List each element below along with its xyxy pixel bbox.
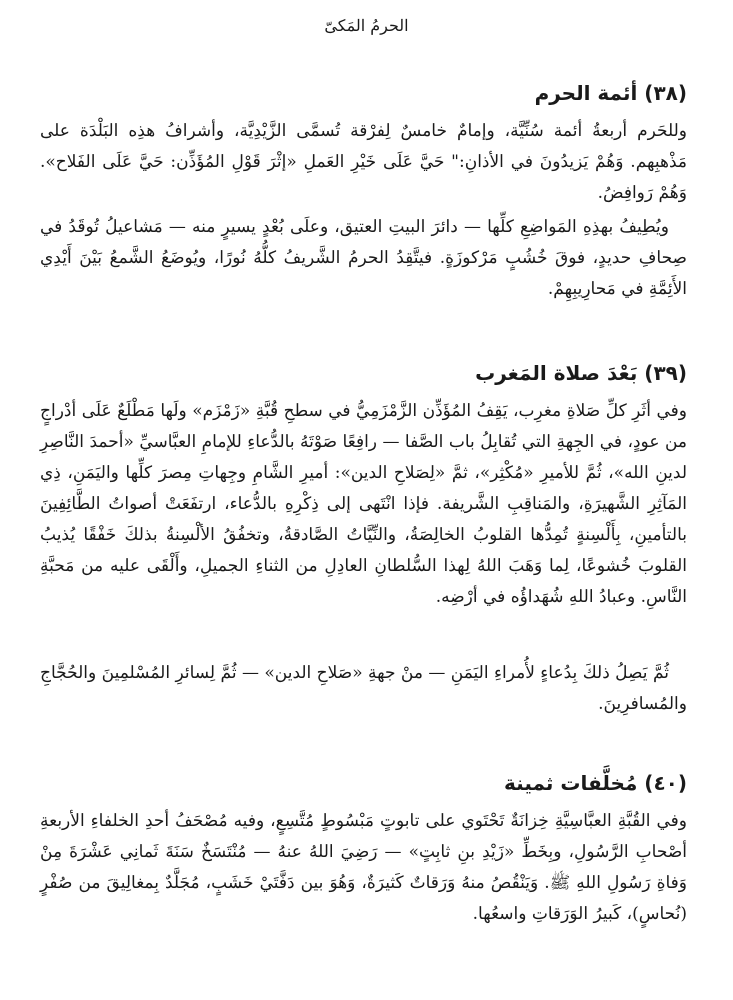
section-title-40: (٤٠) مُخلَّفات ثمينة [504,771,687,795]
paragraph: وللحَرم أربعةُ أئمة سُنِّيَّة، وإمامٌ خامسٌ لِفرْقة تُسمَّى الزَّيْدِيَّة، وأشرافُ هذِه البَلْدَة على مَذْهبِهم. وَهُمْ يَزيدُونَ في الأذانِ:" حَيَّ عَلَى خَيْرِ العَملِ «إثْرَ قَوْلِ المُؤَذِّن: حَيَّ عَلَى الفَلاح». وَهُمْ رَوافِضُ. [40,121,687,203]
paragraph: ويُطِيفُ بهذِهِ المَواضِعِ كلِّها — دائرَ البيتِ العتيق، وعلَى بُعْدٍ يسيرٍ منه — مَشاعيلُ تُوقَدُ في صِحافِ حديدٍ، فوقَ خُشُبٍ مَرْكوزَةٍ. فيتَّقِدُ الحرمُ الشَّريفُ كلُّهُ نُورًا، ويُوضَعُ الشَّمعُ بَيْنَ أَيْدِي الأَئِمَّةِ في مَحارِيبِهِمْ. [40,217,687,299]
paragraph: ثُمَّ يَصِلُ ذلكَ بِدُعاءٍ لأُمراءِ اليَمَنِ — منْ جهةِ «صَلاحِ الدين» — ثُمَّ لِسائرِ المُسْلمِينَ والحُجَّاجِ والمُسافرِينَ. [40,663,687,714]
section-title-39: (٣٩) بَعْدَ صلاة المَغرب [475,361,687,385]
running-head: الحرمُ المَكىّ [324,16,409,35]
section-title-38: (٣٨) أئمة الحرم [534,81,687,105]
paragraph: وفي أثَرِ كلِّ صَلاةِ مغرِب، يَقِفُ المُؤَذِّن الزَّمْزَمِيُّ في سطحِ قُبَّةِ «زَمْزَم» ولَها مَطْلَعٌ عَلَى أدْراجٍ من عودٍ، في الجِهةِ التي تُقابِلُ باب الصَّفا — رافِعًا صَوْتَهُ بالدُّعاءِ للإمامِ العبَّاسيِّ «أحمدَ النَّاصِرِ لدينِ الله»، ثُمَّ للأميرِ «مُكْثِر»، ثمَّ «لِصَلاحِ الدين»: أميرِ الشَّامِ وجِهاتِ مِصرَ كلِّها واليَمَنِ، ذِي المَآثِرِ الشَّهيرَةِ، والمَناقِبِ الشَّريفة. فإذا انْتَهى إلى ذِكْرِهِ بالدُّعاء، ارتفَعَتْ أصواتُ الطَّائِفِينَ بالتأمينِ، بِأَلْسِنةٍ تُمِدُّها القلوبُ الخالِصَةُ، والنِّيَّاتُ الصَّادقةُ، وتخفُقُ الألْسِنةُ بذلكَ خَفْقًا يُذيبُ القلوبَ خُشوعًا، لِما وَهَبَ اللهُ لِهذا السُّلطانِ العادِلِ من الثناءِ الجميلِ، وأَلْقَى عليه من مَحبَّةِ النَّاسِ. وعبادُ اللهِ شُهَداؤُه في أرْضِه. [40,401,687,607]
paragraph: وفي القُبَّةِ العبَّاسِيَّةِ خِزانَةٌ تَحْتَوي على تابوتٍ مَبْسُوطٍ مُتَّسِعٍ، وفيه مُصْحَفُ أحدِ الخلفاءِ الأربعةِ أصْحابِ الرَّسُولِ، وبِخَطِّ «زَيْدِ بنِ ثابِتٍ» — رَضِيَ اللهُ عنهُ — مُنْتَسَخٌ سَنَةَ ثَمانِي عَشْرَةَ مِنْ وَفاةِ رَسُولِ اللهِ ﷺ. وَيَنْقُصُ منهُ وَرَقاتٌ كَثيرَةٌ، وَهُوَ بين دَفَّتَيْ خَشَبٍ، مُجَلَّدٌ بِمغالِيقَ من صُفْرٍ (نُحاسٍ)، كَبيرُ الوَرَقاتِ واسعُها. [40,811,687,924]
